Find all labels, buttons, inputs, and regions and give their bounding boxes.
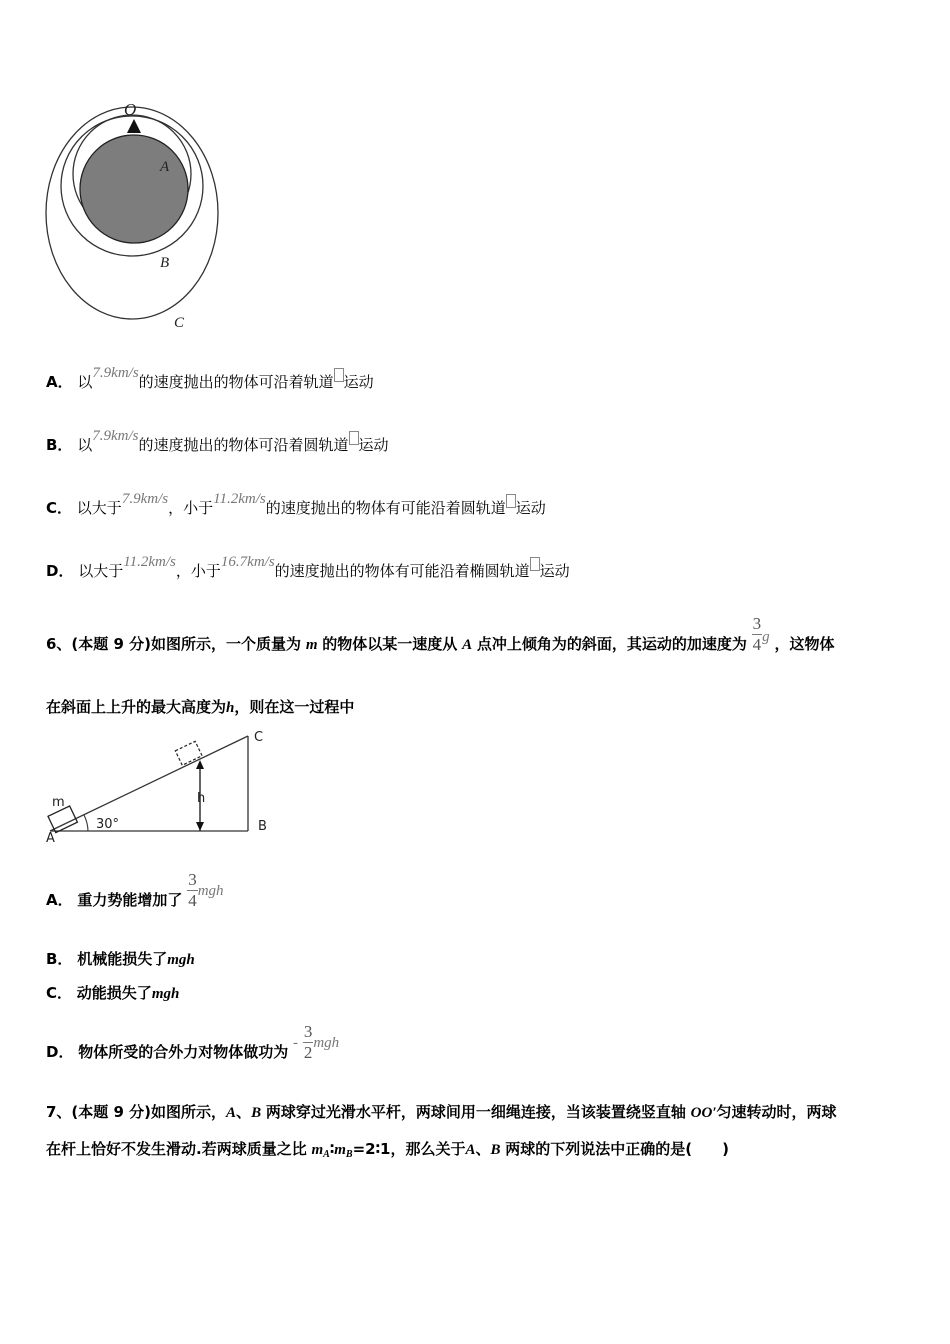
question-text: 两球穿过光滑水平杆，两球间用一细绳连接，当该装置绕竖直轴: [265, 1103, 686, 1121]
q6-stem-line1: [46, 614, 835, 655]
speed-value: 16.7km/s: [220, 554, 275, 570]
q7-stem-line1: [46, 1102, 837, 1123]
incline-figure: [40, 726, 280, 846]
var-a: A: [226, 1105, 237, 1121]
option-letter: D．: [46, 562, 74, 580]
question-text: 在杆上恰好不发生滑动.若两球质量之比: [46, 1140, 307, 1158]
speed-value: 11.2km/s: [123, 554, 176, 570]
option-text: 物体所受的合外力对物体做功为: [78, 1043, 289, 1061]
option-text: 的速度抛出的物体可沿着圆轨道: [138, 436, 349, 454]
option-letter: B．: [46, 950, 73, 968]
q6-option-c[interactable]: [46, 983, 179, 1004]
question-text: 6、(本题 9 分)如图所示，一个质量为: [46, 635, 302, 653]
axis-oo: OO′: [690, 1105, 717, 1121]
option-text: ，小于: [175, 562, 221, 580]
launch-marker: [127, 119, 141, 133]
var-g: g: [762, 629, 770, 645]
q5-option-a[interactable]: [46, 365, 374, 393]
question-text: 在斜面上上升的最大高度为: [46, 698, 227, 716]
sub-a: A: [323, 1149, 330, 1160]
q6-stem-line2: [46, 697, 354, 718]
speed-value: 7.9km/s: [121, 491, 169, 507]
option-text: 运动: [515, 499, 546, 517]
option-letter: A．: [46, 373, 73, 391]
option-letter: D．: [46, 1043, 74, 1061]
ratio: =2∶1: [352, 1140, 391, 1158]
option-text: 动能损失了: [76, 984, 152, 1002]
label-b: B: [160, 255, 170, 271]
q5-option-c[interactable]: [46, 491, 546, 519]
angle-label: 30°: [96, 817, 120, 832]
var-b: B: [251, 1105, 262, 1121]
q6-option-d[interactable]: [46, 1022, 340, 1063]
expr-mgh: mgh: [167, 952, 195, 968]
question-text: ∶: [329, 1140, 335, 1158]
expr-mgh: mgh: [197, 883, 224, 899]
question-text: ，这物体: [774, 635, 835, 653]
label-c: C: [174, 315, 185, 331]
option-text: 以大于: [78, 562, 124, 580]
var-m: m: [305, 637, 318, 653]
missing-glyph-box: [334, 368, 344, 382]
block-dashed: [175, 741, 202, 765]
orbit-figure: [40, 95, 230, 340]
speed-value: 7.9km/s: [92, 365, 139, 381]
question-text: 匀速转动时，两球: [716, 1103, 837, 1121]
fraction: $\frac{3}{2}$: [303, 1022, 313, 1062]
q7-stem-line2: [46, 1139, 729, 1165]
option-text: 运动: [343, 373, 374, 391]
option-text: 运动: [539, 562, 570, 580]
expr-mgh: mgh: [313, 1035, 340, 1051]
option-text: 的速度抛出的物体有可能沿着圆轨道: [265, 499, 506, 517]
angle-arc: [84, 815, 88, 831]
option-letter: C．: [46, 499, 73, 517]
q6-option-a[interactable]: [46, 870, 224, 911]
sub-b: B: [345, 1149, 353, 1160]
option-letter: A．: [46, 891, 73, 909]
q5-option-d[interactable]: [46, 554, 570, 582]
option-text: 运动: [358, 436, 389, 454]
var-ma: m: [311, 1142, 324, 1158]
question-text: 点冲上倾角为的斜面，其运动的加速度为: [476, 635, 747, 653]
label-c: C: [254, 730, 264, 745]
option-text: 机械能损失了: [77, 950, 168, 968]
option-text: 以大于: [76, 499, 122, 517]
var-a: A: [462, 637, 473, 653]
label-a: A: [160, 159, 170, 175]
var-mb: m: [334, 1142, 346, 1158]
option-text: 的速度抛出的物体有可能沿着椭圆轨道: [274, 562, 530, 580]
incline-slope: [50, 736, 248, 831]
var-b: B: [490, 1142, 501, 1158]
question-text: 7、(本题 9 分)如图所示，: [46, 1103, 227, 1121]
option-text: 以: [77, 373, 93, 391]
label-m: m: [52, 795, 65, 810]
option-text: 的速度抛出的物体可沿着轨道: [138, 373, 334, 391]
arrow-head-up: [196, 760, 204, 769]
question-text: 的物体以某一速度从: [322, 635, 458, 653]
option-text: 重力势能增加了: [77, 891, 183, 909]
missing-glyph-box: [530, 557, 540, 571]
expr-mgh: mgh: [151, 986, 180, 1002]
missing-glyph-box: [349, 431, 359, 445]
question-text: 、: [236, 1103, 252, 1121]
fraction: $\frac{3}{4}$: [188, 870, 197, 910]
fraction: $\frac{3}{4}$: [752, 614, 762, 654]
label-b: B: [258, 819, 267, 834]
earth-circle: [80, 135, 188, 243]
question-text: ，那么关于: [390, 1140, 466, 1158]
label-o: O: [124, 100, 137, 119]
missing-glyph-box: [506, 494, 516, 508]
question-text: 、: [475, 1140, 491, 1158]
var-a: A: [465, 1142, 476, 1158]
var-h: h: [226, 700, 235, 716]
option-text: ，小于: [168, 499, 214, 517]
label-h: h: [197, 791, 206, 806]
q6-option-b[interactable]: [46, 949, 195, 970]
label-a: A: [46, 831, 55, 846]
q5-option-b[interactable]: [46, 428, 389, 456]
speed-value: 11.2km/s: [213, 491, 266, 507]
arrow-head-down: [196, 822, 204, 831]
question-text: 两球的下列说法中正确的是( ): [505, 1140, 730, 1158]
option-text: 以: [77, 436, 93, 454]
question-text: ，则在这一过程中: [234, 698, 355, 716]
minus-sign: -: [293, 1035, 299, 1051]
option-letter: C．: [46, 984, 73, 1002]
option-letter: B．: [46, 436, 73, 454]
speed-value: 7.9km/s: [92, 428, 139, 444]
